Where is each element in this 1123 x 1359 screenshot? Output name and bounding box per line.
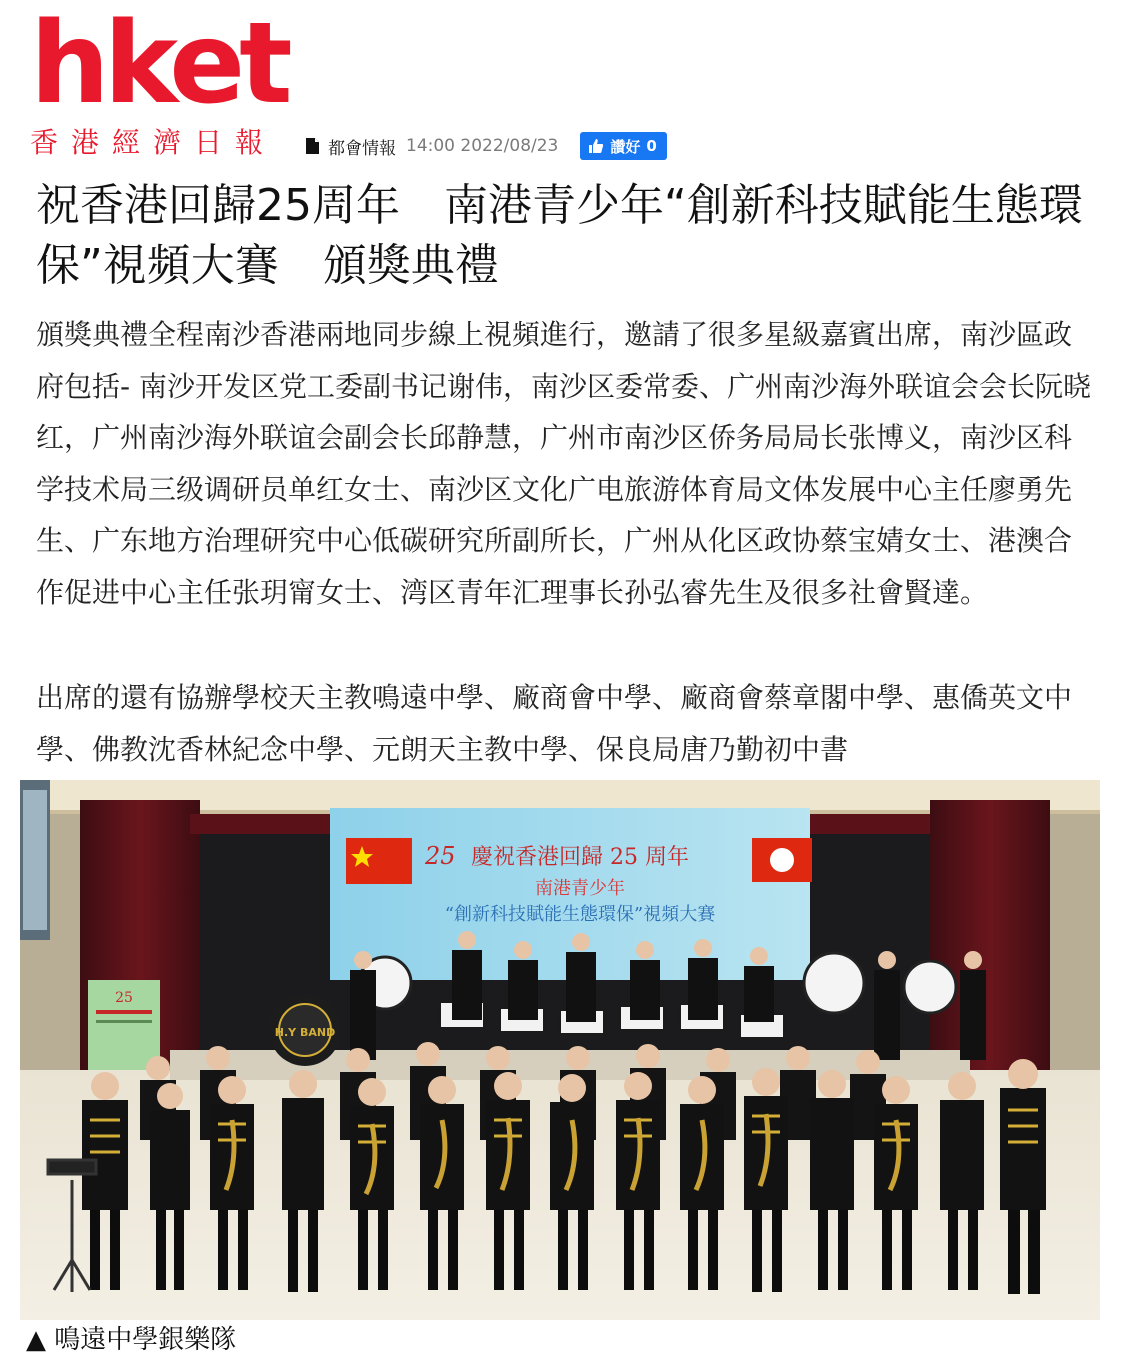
article-paragraph: 出席的還有協辦學校天主教鳴遠中學、廠商會中學、廠商會蔡章閣中學、惠僑英文中學、佛教沈香林紀念中學、元朗天主教中學、保良局唐乃勤初中書 xyxy=(36,681,1073,766)
facebook-like-button[interactable] xyxy=(580,132,666,160)
drum-label: H.Y BAND xyxy=(274,1026,336,1039)
thumbs-up-icon xyxy=(588,138,604,154)
article-headline: 祝香港回歸25周年 南港青少年“創新科技賦能生態環保”視頻大賽 頒獎典禮 xyxy=(36,180,1083,291)
screen-line-2: 南港青少年 xyxy=(535,878,625,899)
like-count: 0 xyxy=(646,137,657,155)
category-link[interactable]: 都會情報 xyxy=(328,138,396,159)
screen-number: 25 xyxy=(425,842,456,870)
hket-logo[interactable]: hket xyxy=(30,0,287,129)
category-icon xyxy=(304,137,320,155)
band-photo xyxy=(20,780,1100,1320)
publish-time: 14:00 2022/08/23 xyxy=(406,136,559,156)
like-label: 讚好 xyxy=(610,137,641,156)
screen-line-3: “創新科技賦能生態環保”視頻大賽 xyxy=(444,904,716,925)
masthead-tagline: 香港經濟日報 xyxy=(30,126,277,159)
banner-number: 25 xyxy=(115,990,133,1006)
caption-triangle-icon: ▲ xyxy=(26,1325,46,1355)
screen-title: 慶祝香港回歸 25 周年 xyxy=(471,845,689,870)
article-paragraph: 頒獎典禮全程南沙香港兩地同步線上視頻進行，邀請了很多星級嘉賓出席，南沙區政府包括- 南沙开发区党工委副书记谢伟，南沙区委常委、广州南沙海外联谊会会长阮晓红，广州南沙海外联谊会副会长邱静慧，广州市南沙区侨务局局长张博义，南沙区科学技术局三级调研员单红女士、南沙区文化广电旅游体育局文体发展中心主任廖勇先生、广东地方治理研究中心低碳研究所副所长，广州从化区政协蔡宝婧女士、港澳合作促进中心主任张玥甯女士、湾区青年汇理事长孙弘睿先生及很多社會賢達。 xyxy=(36,318,1092,609)
caption-text: 鳴遠中學銀樂隊 xyxy=(54,1325,237,1355)
article-meta xyxy=(304,130,667,162)
photo-caption xyxy=(26,1322,236,1358)
